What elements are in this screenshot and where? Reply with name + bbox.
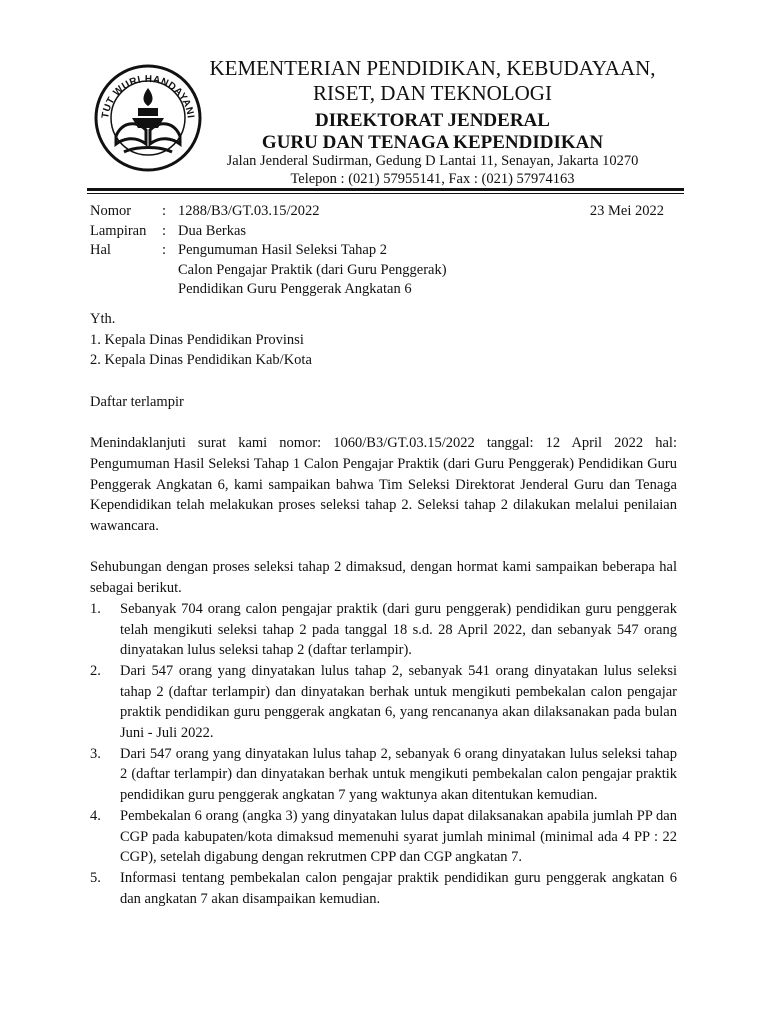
hal-row <box>90 241 670 300</box>
letterhead-divider <box>87 188 684 191</box>
ministry-name <box>180 56 685 106</box>
ministry-line-1: KEMENTERIAN PENDIDIKAN, KEBUDAYAAN, <box>209 56 656 80</box>
hal-line: Pendidikan Guru Penggerak Angkatan 6 <box>178 281 412 297</box>
paragraph-points-intro: Sehubungan dengan proses seleksi tahap 2 dimaksud, dengan hormat kami sampaikan beberapa hal sebagai berikut. <box>90 559 677 597</box>
list-text: Informasi tentang pembekalan calon pengajar praktik pendidikan guru penggerak angkatan 6 dan angkatan 7 akan disampaikan kemudian. <box>120 869 677 907</box>
letter-body <box>90 309 677 909</box>
directorate-line-1: DIREKTORAT JENDERAL <box>315 110 550 131</box>
colon: : <box>162 203 167 219</box>
nomor-row <box>90 202 670 222</box>
directorate-name <box>180 110 685 154</box>
letterhead-divider-thin <box>87 193 684 194</box>
phone-line: Telepon : (021) 57955141, Fax : (021) 57974163 <box>290 171 575 187</box>
hal-line: Pengumuman Hasil Seleksi Tahap 2 <box>178 242 387 258</box>
nomor-value: 1288/B3/GT.03.15/2022 <box>178 203 320 219</box>
list-item <box>90 599 677 661</box>
lampiran-label: Lampiran <box>90 222 147 239</box>
attached-note: Daftar terlampir <box>90 393 184 410</box>
list-text: Dari 547 orang yang dinyatakan lulus tahap 2, sebanyak 541 orang dinyatakan lulus seleksi tahap 2 (daftar terlampir) dan dinyatakan berhak untuk mengikuti pembekalan calon pengajar praktik pendidikan guru penggerak angkatan 6, yang rencananya akan dilaksanakan pada bulan Juni - Juli 2022. <box>120 662 677 742</box>
list-text: Pembekalan 6 orang (angka 3) yang dinyatakan lulus dapat dilaksanakan apabila jumlah PP dan CGP pada kabupaten/kota dimaksud memenuhi syarat jumlah minimal (minimal ada 4 PP : 22 CGP), setelah digabung dengan rekrutmen CPP dan CGP angkatan 7. <box>120 807 677 866</box>
lampiran-value: Dua Berkas <box>178 222 247 239</box>
directorate-line-2: GURU DAN TENAGA KEPENDIDIKAN <box>261 132 604 153</box>
hal-line: Calon Pengajar Praktik (dari Guru Penggerak) <box>178 261 447 278</box>
list-number: 1. <box>90 600 101 617</box>
list-number: 5. <box>90 869 101 886</box>
lampiran-row <box>90 222 670 242</box>
nomor-label: Nomor <box>90 203 132 219</box>
recipient-item: 2. Kepala Dinas Pendidikan Kab/Kota <box>90 352 312 369</box>
list-item <box>90 744 677 806</box>
list-item <box>90 868 677 909</box>
points-list <box>90 599 677 910</box>
recipient-item: 1. Kepala Dinas Pendidikan Provinsi <box>90 331 304 348</box>
list-number: 2. <box>90 662 101 679</box>
colon: : <box>162 242 167 258</box>
salutation: Yth. <box>90 311 116 327</box>
list-number: 3. <box>90 745 101 762</box>
list-text: Sebanyak 704 orang calon pengajar praktik (dari guru penggerak) pendidikan guru penggerak telah mengikuti seleksi tahap 2 pada tanggal 18 s.d. 28 April 2022, dan sebanyak 547 orang dinyatakan lulus seleksi tahap 2 (daftar terlampir). <box>120 600 677 659</box>
list-text: Dari 547 orang yang dinyatakan lulus tahap 2, sebanyak 6 orang dinyatakan lulus seleksi tahap 2 (daftar terlampir) dan dinyatakan berhak untuk mengikuti pembekalan calon pengajar praktik pendidikan guru penggerak angkatan 7 yang waktunya akan ditentukan kemudian. <box>120 745 677 804</box>
list-item <box>90 661 677 744</box>
ministry-line-2: RISET, DAN TEKNOLOGI <box>313 81 552 105</box>
logo-motto: TUT WURI HANDAYANI <box>100 73 196 120</box>
hal-value <box>178 241 670 300</box>
list-number: 4. <box>90 807 101 824</box>
contact-info <box>180 152 685 188</box>
list-item <box>90 806 677 868</box>
address-line: Jalan Jenderal Sudirman, Gedung D Lantai 11, Senayan, Jakarta 10270 <box>226 153 639 169</box>
paragraph-intro: Menindaklanjuti surat kami nomor: 1060/B3/GT.03.15/2022 tanggal: 12 April 2022 hal: Pengumuman Hasil Seleksi Tahap 1 Calon Pengajar Praktik (dari Guru Penggerak) Pendidikan Guru Penggerak Angkatan 6, kami sampaikan bahwa Tim Seleksi Direktorat Jenderal Guru dan Tenaga Kependidikan telah melakukan proses seleksi tahap 2. Seleksi tahap 2 dilakukan melalui penilaian wawancara. <box>90 435 677 534</box>
colon: : <box>162 222 167 239</box>
letter-meta <box>90 202 670 300</box>
letter-date: 23 Mei 2022 <box>589 203 664 219</box>
hal-label: Hal <box>90 242 111 258</box>
